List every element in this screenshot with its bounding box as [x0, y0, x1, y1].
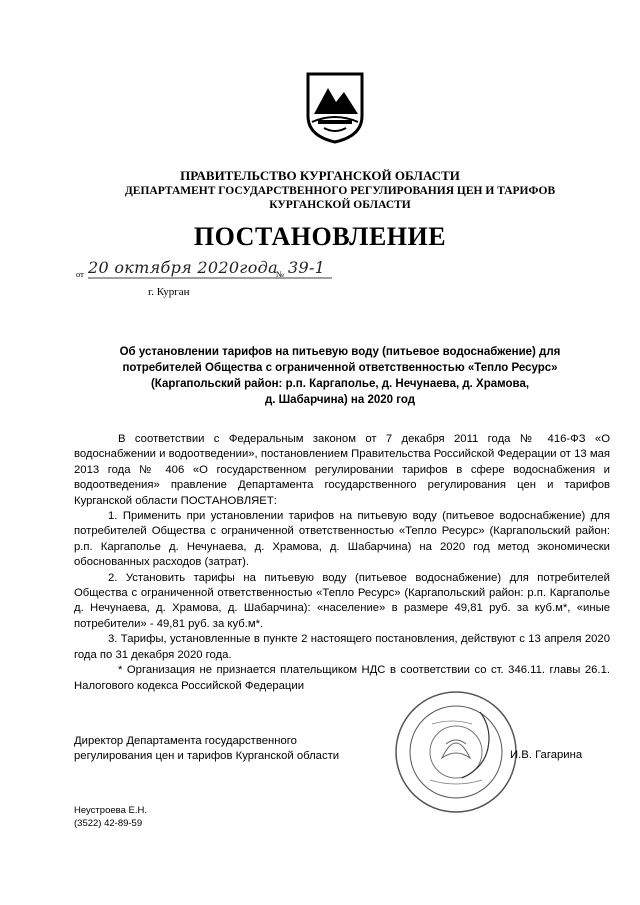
department-title: ДЕПАРТАМЕНТ ГОСУДАРСТВЕННОГО РЕГУЛИРОВАНИЯ ЦЕН И ТАРИФОВ КУРГАНСКОЙ ОБЛАСТИ — [124, 185, 556, 211]
date-number-row — [76, 258, 376, 288]
decree-subject: Об установлении тарифов на питьевую воду (питьевое водоснабжение) для потребителей Общества с ограниченной ответственностью «Тепло Ресурс» (Каргапольский район: р.п. Каргаполье, д. Нечунаева, д. Храмова, д. Шабарчина) на 2020 год — [119, 346, 561, 406]
clause-1: 1. Применить при установлении тарифов на питьевую воду (питьевое водоснабжение) для потребителей Общества с ограниченной ответственностью «Тепло Ресурс» (Каргапольский район: р.п. Каргаполье д. Нечунаева, д. Храмова, д. Шабарчина) на 2020 год метод экономически обоснованных расходов (затрат). — [74, 510, 610, 569]
date-prefix: от — [76, 269, 84, 279]
decree-body — [74, 432, 610, 694]
executor-info — [74, 804, 147, 830]
kurgan-coat-of-arms-icon — [304, 72, 366, 144]
preamble-paragraph: В соответствии с Федеральным законом от 7 декабря 2011 года № 416-ФЗ «О водоснабжении и водоотведении», постановлением Правительства Российской Федерации от 13 мая 2013 года № 406 «О государственном регулировании тарифов в сфере водоснабжения и водоотведения» правление Департамента государственного регулирования цен и тарифов Курганской области ПОСТАНОВЛЯЕТ: — [74, 433, 610, 507]
handwritten-date: 20 октября 2020года — [88, 258, 278, 277]
footnote: * Организация не признается плательщиком НДС в соответствии со ст. 346.11. главы 26.1. Налогового кодекса Российской Федерации — [74, 664, 610, 692]
document-type: ПОСТАНОВЛЕНИЕ — [193, 222, 447, 251]
number-prefix: № — [276, 269, 285, 279]
signatory-name: И.В. Гагарина — [510, 749, 583, 761]
government-title: ПРАВИТЕЛЬСТВО КУРГАНСКОЙ ОБЛАСТИ — [180, 168, 460, 183]
executor-name: Неустроева Е.Н. — [74, 805, 147, 816]
handwritten-number: 39-1 — [288, 258, 326, 277]
date-underline — [88, 277, 332, 281]
city: г. Курган — [148, 286, 190, 298]
executor-phone: (3522) 42-89-59 — [74, 818, 143, 829]
clause-3: 3. Тарифы, установленные в пункте 2 настоящего постановления, действуют с 13 апреля 2020 года по 31 декабря 2020 года. — [74, 633, 610, 661]
clause-2: 2. Установить тарифы на питьевую воду (питьевое водоснабжение) для потребителей Общества с ограниченной ответственностью «Тепло Ресурс» (Каргапольский район: р.п. Каргаполье д. Нечунаева, д. Храмова, д. Шабарчина): «население» в размере 49,81 руб. за куб.м*, «иные потребители» - 49,81 руб. за куб.м*. — [74, 571, 610, 630]
signatory-title: Директор Департамента государственного регулирования цен и тарифов Курганской области — [74, 735, 340, 763]
official-stamp — [392, 688, 520, 816]
